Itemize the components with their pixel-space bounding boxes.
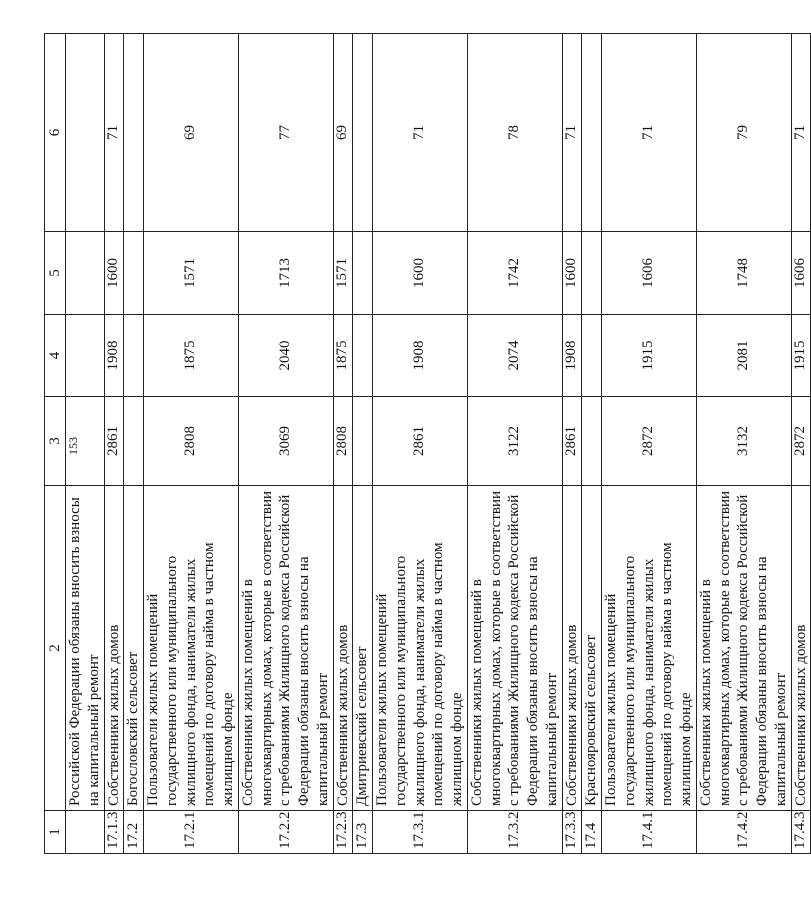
value-col5: 1742	[467, 232, 562, 315]
table-row	[562, 34, 582, 854]
value-col4	[353, 315, 373, 397]
value-col6: 71	[104, 34, 124, 232]
row-description: Пользователи жилых помещений государственного или муниципального жилищного фонда, наниматели жилых помещений по договору найма в частном жилищном фонде	[602, 486, 697, 811]
value-col5: 1748	[696, 232, 791, 315]
table-row	[582, 34, 602, 854]
page-number: 153	[66, 437, 80, 455]
value-col5	[582, 232, 602, 315]
value-col5: 1606	[791, 232, 811, 315]
row-description: Собственники жилых помещений в многоквартирных домах, которые в соответствии с требованиями Жилищного кодекса Российской Федерации обязаны вносить взносы на капитальный ремонт	[696, 486, 791, 811]
value-col4: 1915	[602, 315, 697, 397]
value-col6: 79	[696, 34, 791, 232]
value-col4: 1875	[144, 315, 239, 397]
value-col3: 2861	[373, 397, 468, 486]
value-col6	[582, 34, 602, 232]
value-col3: 2872	[602, 397, 697, 486]
table-row	[66, 34, 105, 854]
row-code: 17.2	[124, 811, 144, 854]
value-col4	[582, 315, 602, 397]
value-col4: 1875	[333, 315, 353, 397]
value-col3: 2861	[562, 397, 582, 486]
value-col5: 1600	[373, 232, 468, 315]
tariff-table	[44, 33, 811, 854]
row-description: Российской Федерации обязаны вносить взносы на капитальный ремонт	[66, 486, 105, 811]
row-code: 17.4.1	[602, 811, 697, 854]
value-col3: 3069	[238, 397, 333, 486]
value-col4	[124, 315, 144, 397]
value-col6	[124, 34, 144, 232]
value-col3	[582, 397, 602, 486]
header-row	[45, 34, 66, 854]
value-col3: 2861	[104, 397, 124, 486]
table-row	[373, 34, 468, 854]
row-description: Собственники жилых помещений в многоквартирных домах, которые в соответствии с требованиями Жилищного кодекса Российской Федерации обязаны вносить взносы на капитальный ремонт	[238, 486, 333, 811]
table-body	[66, 34, 811, 854]
value-col3	[66, 397, 105, 486]
header-cell: 5	[45, 232, 66, 315]
row-code: 17.4	[582, 811, 602, 854]
table-row	[124, 34, 144, 854]
value-col4: 1908	[104, 315, 124, 397]
row-code: 17.4.3	[791, 811, 811, 854]
value-col4: 1915	[791, 315, 811, 397]
value-col6: 69	[333, 34, 353, 232]
value-col5	[353, 232, 373, 315]
value-col5: 1571	[333, 232, 353, 315]
value-col6	[353, 34, 373, 232]
value-col3: 2808	[144, 397, 239, 486]
header-cell: 1	[45, 811, 66, 854]
row-description: Дмитриевский сельсовет	[353, 486, 373, 811]
row-code: 17.2.2	[238, 811, 333, 854]
row-code: 17.3	[353, 811, 373, 854]
value-col4	[66, 315, 105, 397]
value-col3	[353, 397, 373, 486]
value-col6	[66, 34, 105, 232]
header-cell: 4	[45, 315, 66, 397]
value-col5: 1600	[104, 232, 124, 315]
value-col5: 1713	[238, 232, 333, 315]
table-row	[791, 34, 811, 854]
value-col6: 69	[144, 34, 239, 232]
value-col4: 2074	[467, 315, 562, 397]
table-row	[333, 34, 353, 854]
row-code: 17.3.3	[562, 811, 582, 854]
row-description: Собственники жилых домов	[104, 486, 124, 811]
row-code: 17.1.3	[104, 811, 124, 854]
value-col6: 71	[602, 34, 697, 232]
value-col4: 1908	[373, 315, 468, 397]
row-description: Собственники жилых домов	[791, 486, 811, 811]
value-col5: 1571	[144, 232, 239, 315]
table-row	[696, 34, 791, 854]
table-row	[104, 34, 124, 854]
value-col3	[124, 397, 144, 486]
value-col6: 71	[562, 34, 582, 232]
table-row	[602, 34, 697, 854]
value-col5: 1606	[602, 232, 697, 315]
value-col6: 71	[373, 34, 468, 232]
row-description: Пользователи жилых помещений государственного или муниципального жилищного фонда, наниматели жилых помещений по договору найма в частном жилищном фонде	[373, 486, 468, 811]
row-code: 17.3.1	[373, 811, 468, 854]
rotated-table-container	[44, 34, 809, 854]
header-cell: 2	[45, 486, 66, 811]
value-col5	[124, 232, 144, 315]
value-col4: 1908	[562, 315, 582, 397]
value-col5	[66, 232, 105, 315]
table-row	[144, 34, 239, 854]
value-col5: 1600	[562, 232, 582, 315]
table-row	[353, 34, 373, 854]
table-row	[467, 34, 562, 854]
value-col6: 71	[791, 34, 811, 232]
header-cell: 3	[45, 397, 66, 486]
row-code	[66, 811, 105, 854]
value-col6: 77	[238, 34, 333, 232]
row-description: Собственники жилых домов	[562, 486, 582, 811]
value-col6: 78	[467, 34, 562, 232]
row-description: Пользователи жилых помещений государственного или муниципального жилищного фонда, наниматели жилых помещений по договору найма в частном жилищном фонде	[144, 486, 239, 811]
value-col3: 3132	[696, 397, 791, 486]
row-code: 17.2.1	[144, 811, 239, 854]
table-row	[238, 34, 333, 854]
value-col4: 2081	[696, 315, 791, 397]
row-description: Богословский сельсовет	[124, 486, 144, 811]
row-description: Краснояровский сельсовет	[582, 486, 602, 811]
row-code: 17.2.3	[333, 811, 353, 854]
value-col4: 2040	[238, 315, 333, 397]
row-code: 17.4.2	[696, 811, 791, 854]
row-description: Собственники жилых помещений в многоквартирных домах, которые в соответствии с требованиями Жилищного кодекса Российской Федерации обязаны вносить взносы на капитальный ремонт	[467, 486, 562, 811]
header-cell: 6	[45, 34, 66, 232]
value-col3: 3122	[467, 397, 562, 486]
value-col3: 2808	[333, 397, 353, 486]
row-code: 17.3.2	[467, 811, 562, 854]
row-description: Собственники жилых домов	[333, 486, 353, 811]
value-col3: 2872	[791, 397, 811, 486]
